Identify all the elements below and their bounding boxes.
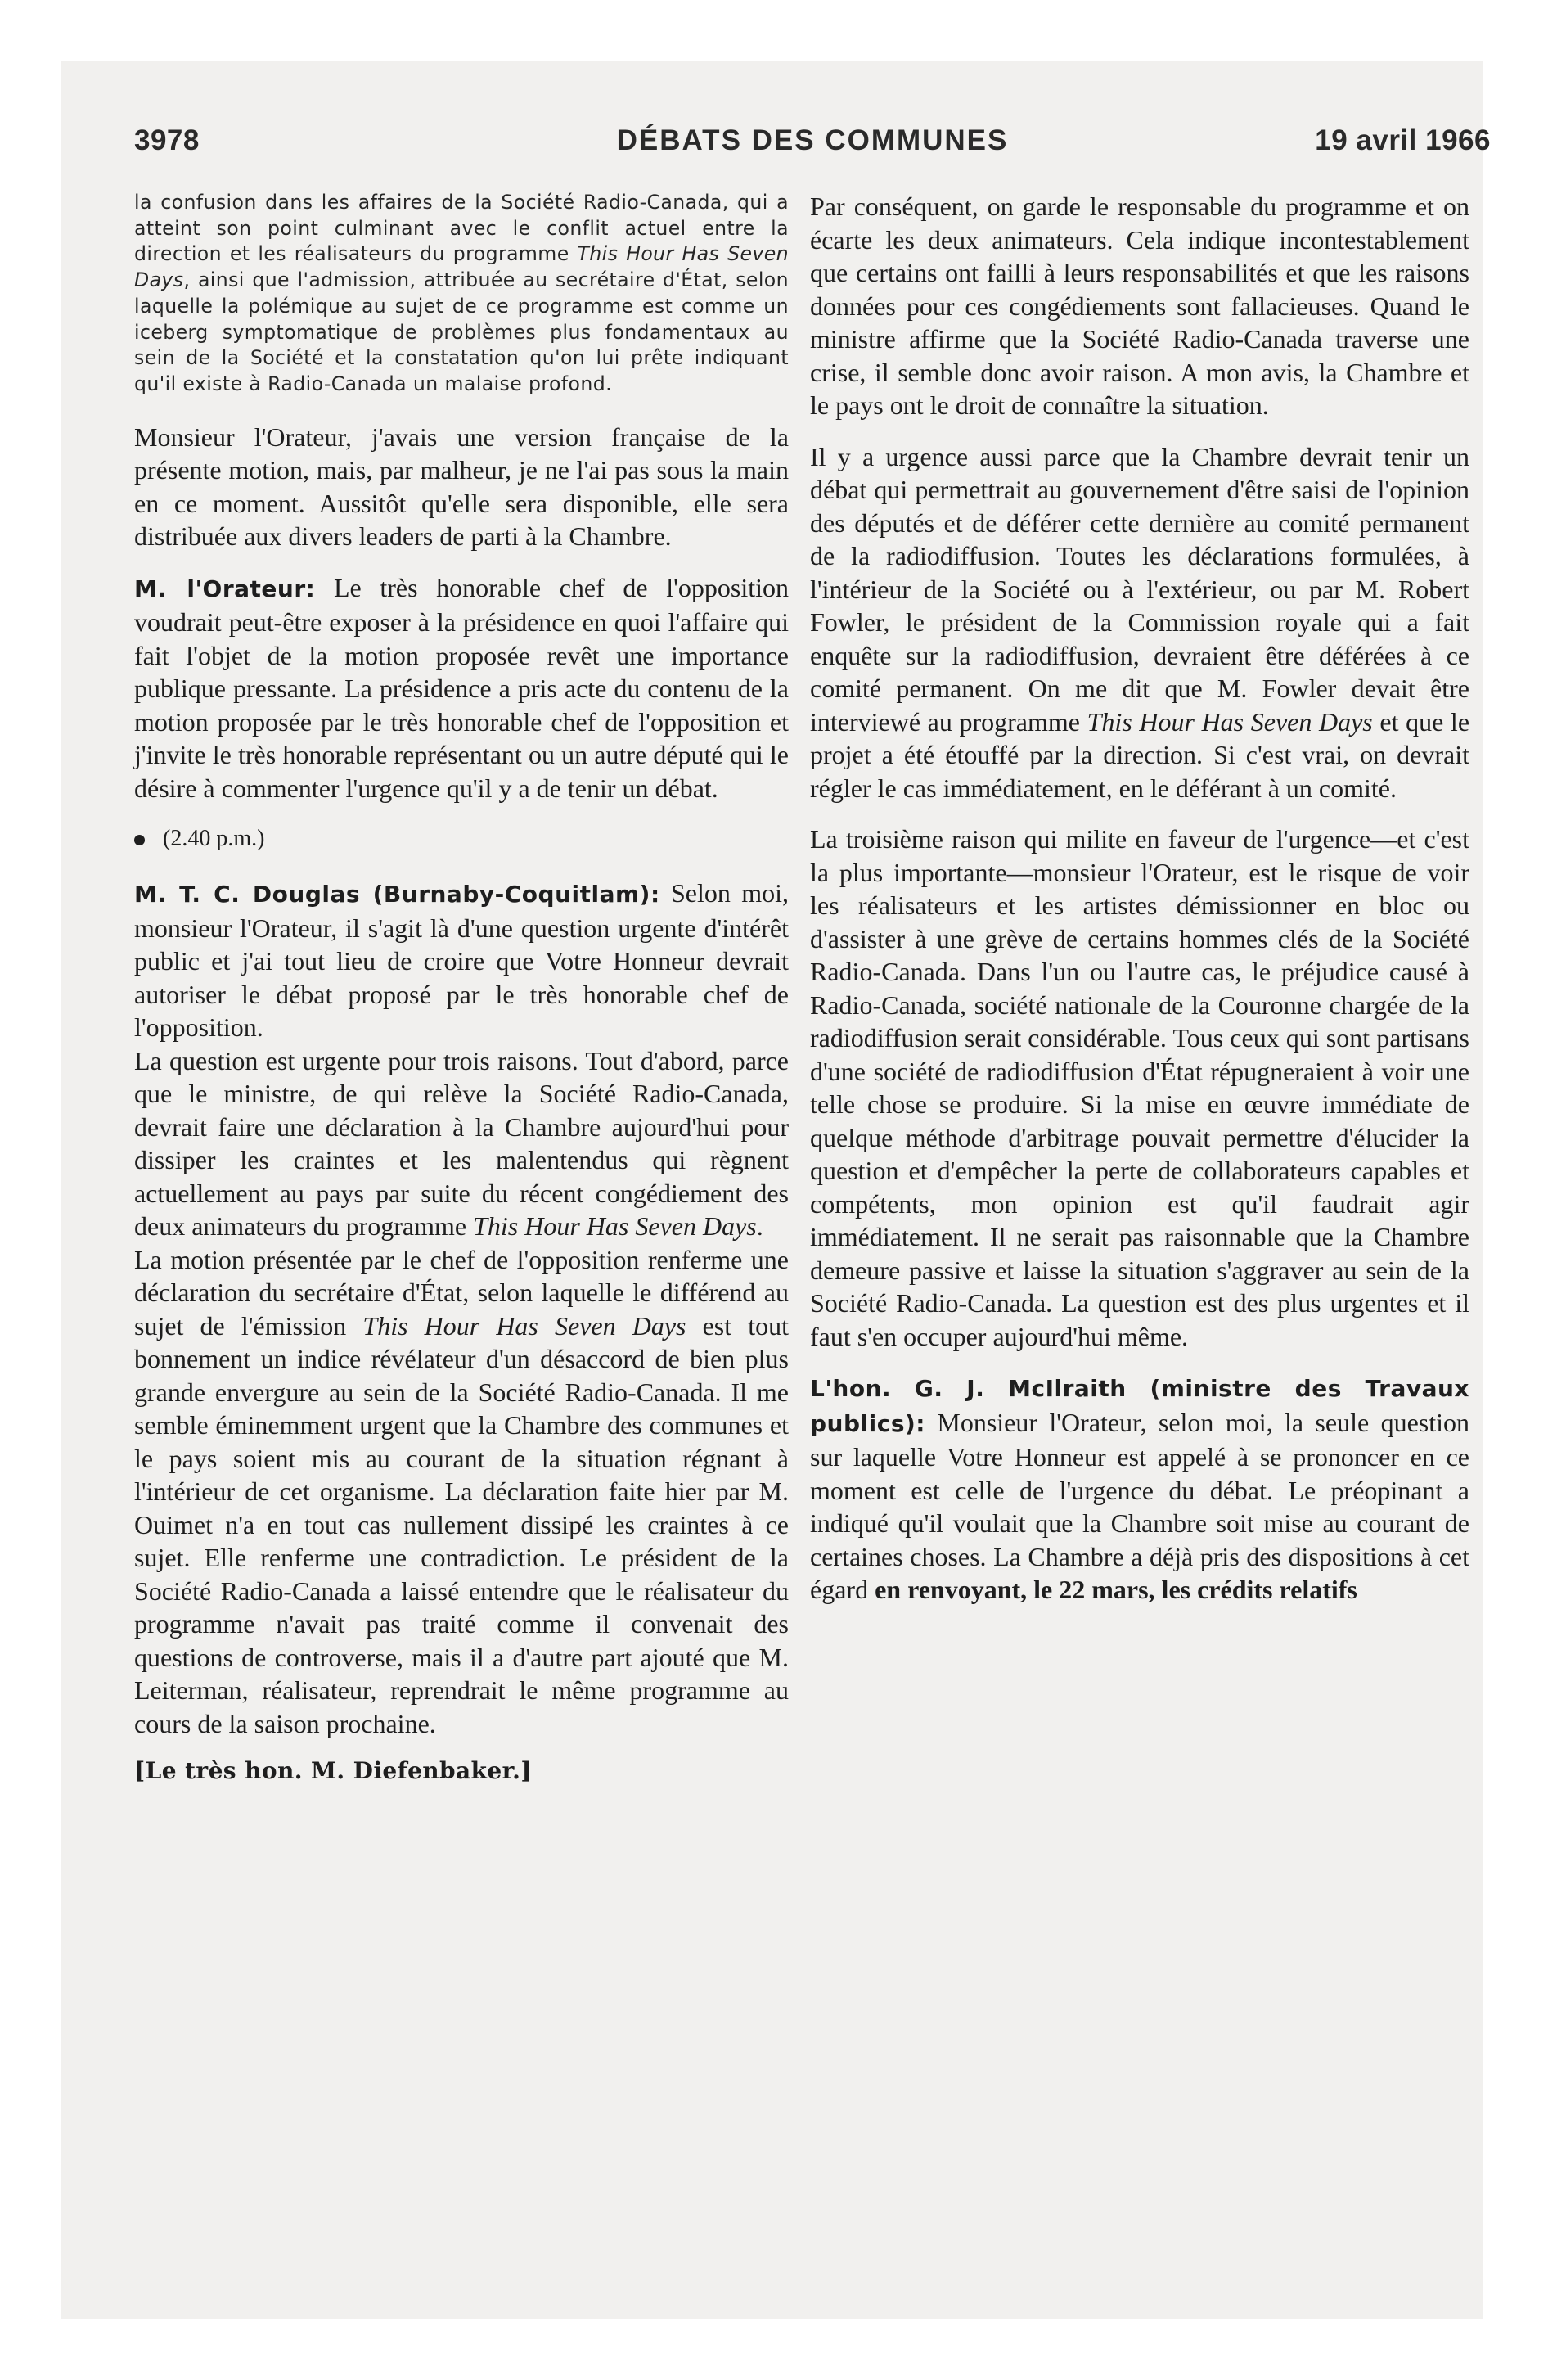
- program-title: This Hour Has Seven Days: [473, 1211, 757, 1242]
- motion-quote: la confusion dans les affaires de la Société Radio-Canada, qui a atteint son point culminant avec le conflit actuel entre la direction et les réalisateurs du programme This Hour Has Seven Days, ainsi que l'admission, attribuée au secrétaire d'État, selon laquelle la polémique au sujet de ce programme est comme un iceberg symptomatique de problèmes plus fondamentaux au sein de la Société et la constatation qu'on lui prête indiquant qu'il existe à Radio-Canada un malaise profond.: [134, 191, 790, 395]
- paragraph: La question est urgente pour trois raisons. Tout d'abord, parce que le ministre, de qui relève la Société Radio-Canada, devrait faire une déclaration à la Chambre aujourd'hui pour dissiper les craintes et les malentendus qui règnent actuellement au pays par suite du récent congédiement des deux animateurs du programme This Hour Has Seven Days.: [134, 1045, 789, 1242]
- page-number: 3978: [134, 124, 200, 156]
- right-column: [810, 190, 1469, 1625]
- paragraph: Il y a urgence aussi parce que la Chambre devrait tenir un débat qui permettrait au gouvernement d'être saisi de l'opinion des députés et de déférer cette dernière au comité permanent de la radiodiffusion. Toutes les déclarations formulées, à l'intérieur de la Société ou à l'extérieur, ou par M. Robert Fowler, le président de la Commission royale qui a fait enquête sur la radiodiffusion, devraient être déférées à ce comité permanent. On me dit que M. Fowler devait être interviewé au programme This Hour Has Seven Days et que le projet a été étouffé par la direction. Si c'est vrai, on devrait régler le cas immédiatement, en le déférant à un comité.: [810, 441, 1470, 803]
- paragraph: Par conséquent, on garde le responsable du programme et on écarte les deux animateurs. Cela indique incontestablement que certains ont failli à leurs responsabilités et que les raisons données pour ces congédiements sont fallacieuses. Quand le ministre affirme que la Société Radio-Canada traverse une crise, il semble donc avoir raison. A mon avis, la Chambre et le pays ont le droit de connaître la situation.: [810, 192, 1469, 420]
- paragraph: M. T. C. Douglas (Burnaby-Coquitlam): Selon moi, monsieur l'Orateur, il s'agit là d'une question urgente d'intérêt public et j'ai tout lieu de croire que Votre Honneur devrait autoriser le débat proposé par le très honorable chef de l'opposition.: [134, 878, 789, 1043]
- session-date: 19 avril 1966: [1315, 124, 1491, 156]
- program-title: This Hour Has Seven Days: [1087, 706, 1373, 737]
- program-title: This Hour Has Seven Days: [362, 1310, 686, 1341]
- bullet-icon: [134, 835, 145, 845]
- timestamp: (2.40 p.m.): [134, 823, 789, 855]
- journal-title: DÉBATS DES COMMUNES: [616, 124, 1009, 156]
- paragraph: La motion présentée par le chef de l'opposition renferme une déclaration du secrétaire d'État, selon laquelle le différend au sujet de l'émission This Hour Has Seven Days est tout bonnement un indice révélateur d'un désaccord de bien plus grande envergure au sein de la Société Radio-Canada. Il me semble éminemment urgent que la Chambre des communes et le pays soient mis au courant de la situation régnant à l'intérieur de cet organisme. La déclaration faite hier par M. Ouimet n'a en tout cas nullement dissipé les craintes à ce sujet. Elle renferme une contradiction. Le président de la Société Radio-Canada a laissé entendre que le réalisateur du programme n'avait pas traité comme il convenait des questions de controverse, mais il a d'autre part ajouté que M. Leiterman, réalisateur, reprendrait le même programme au cours de la saison prochaine.: [134, 1244, 790, 1738]
- speaker-name: M. l'Orateur:: [134, 575, 316, 602]
- left-column: [134, 190, 789, 1787]
- paragraph: L'hon. G. J. McIlraith (ministre des Travaux publics): Monsieur l'Orateur, selon moi, la seule question sur laquelle Votre Honneur est appelé à se prononcer en ce moment est celle de l'urgence du débat. Le préopinant a indiqué qu'il voulait que la Chambre soit mise au courant de certaines choses. La Chambre a déjà pris des dispositions à cet égard en renvoyant, le 22 mars, les crédits relatifs: [810, 1375, 1469, 1604]
- speaker-name: M. T. C. Douglas (Burnaby-Coquitlam):: [134, 881, 660, 908]
- program-title: This Hour Has Seven Days: [134, 242, 790, 292]
- paragraph: Monsieur l'Orateur, j'avais une version française de la présente motion, mais, par malheur, je ne l'ai pas sous la main en ce moment. Aussitôt qu'elle sera disponible, elle sera distribuée aux divers leaders de parti à la Chambre.: [134, 421, 789, 552]
- speaker-note: [Le très hon. M. Diefenbaker.]: [134, 1757, 532, 1785]
- paragraph: M. l'Orateur: Le très honorable chef de l'opposition voudrait peut-être exposer à la présidence en quoi l'affaire qui fait l'objet de la motion proposée revêt une importance publique pressante. La présidence a pris acte du contenu de la motion proposée par le très honorable chef de l'opposition et j'invite le très honorable représentant ou un autre député qui le désire à commenter l'urgence qu'il y a de tenir un débat.: [134, 572, 789, 803]
- speaker-name: L'hon. G. J. McIlraith (ministre des Travaux publics):: [810, 1375, 1469, 1437]
- page-header: [134, 124, 1491, 169]
- bold-text: en renvoyant, le 22 mars, les crédits relatifs: [875, 1575, 1357, 1604]
- paragraph: La troisième raison qui milite en faveur de l'urgence—et c'est la plus importante—monsieur l'Orateur, est le risque de voir les réalisateurs et les artistes démissionner en bloc ou d'assister à une grève de certains hommes clés de la Société Radio-Canada. Dans l'un ou l'autre cas, le préjudice causé à Radio-Canada, société nationale de la Couronne chargée de la radiodiffusion serait considérable. Tous ceux qui sont partisans d'une société de radiodiffusion d'État répugneraient à voir une telle chose se produire. Si la mise en œuvre immédiate de quelque méthode d'arbitrage pouvait permettre d'élucider la question et d'empêcher la perte de collaborateurs capables et compétents, mon opinion est qu'il faudrait agir immédiatement. Il ne serait pas raisonnable que la Chambre demeure passive et laisse la situation s'aggraver au sein de la Société Radio-Canada. La question est des plus urgentes et il faut s'en occuper aujourd'hui même.: [810, 824, 1469, 1351]
